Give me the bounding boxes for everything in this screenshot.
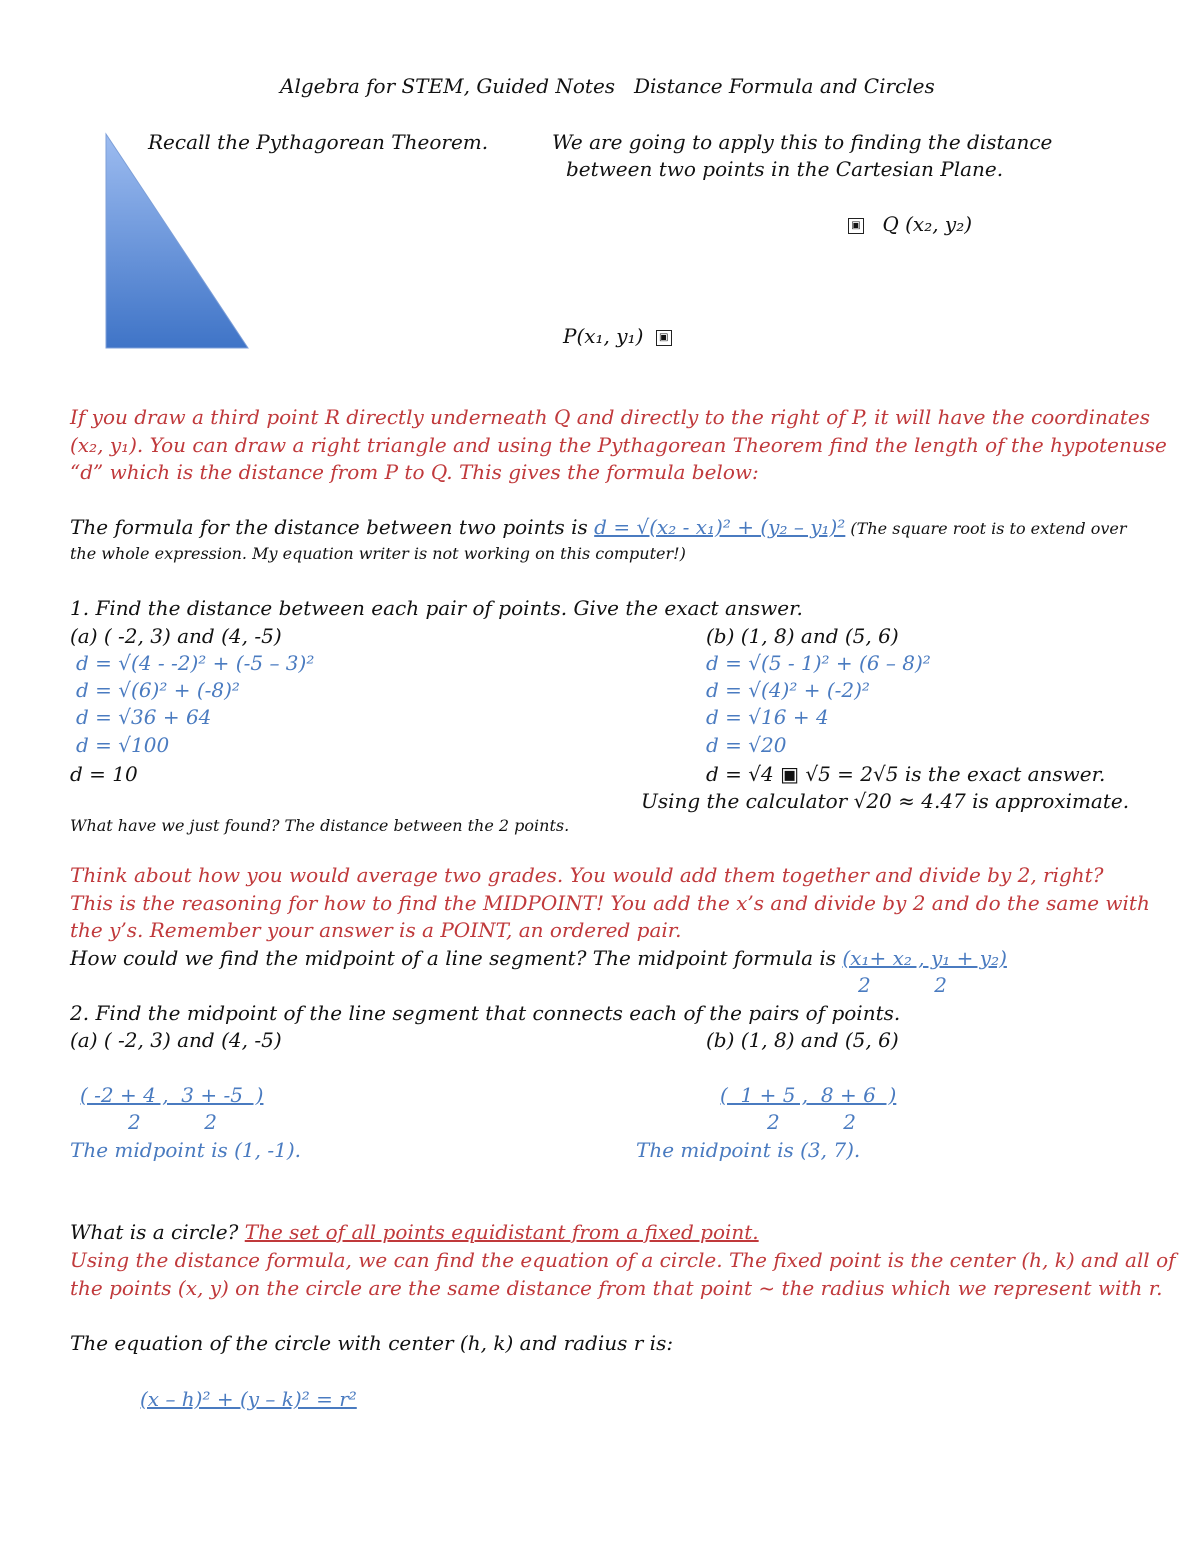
- point-p-label: [563, 326, 672, 346]
- point-q-coords: Q (x₂, y₂): [882, 212, 973, 236]
- problem-1a-step-3: d = √36 + 64: [76, 705, 212, 729]
- recall-text: Recall the Pythagorean Theorem.: [148, 130, 489, 154]
- problem-1b-step-1: d = √(5 - 1)² + (6 – 8)²: [706, 651, 931, 675]
- circle-explain-2: the points (x, y) on the circle are the same distance from that point ~ the radius which we represent with r.: [70, 1276, 1163, 1300]
- problem-1b-step-4: d = √20: [706, 733, 787, 757]
- explain-line-1: If you draw a third point R directly underneath Q and directly to the right of P, it will have the coordinates: [70, 405, 1150, 429]
- circle-equation: (x – h)² + (y – k)² = r²: [140, 1387, 357, 1411]
- apply-text-1: We are going to apply this to finding the distance: [552, 130, 1053, 154]
- midpoint-formula-denominators: 2 2: [858, 973, 948, 997]
- problem-2b-result: The midpoint is (3, 7).: [636, 1138, 861, 1162]
- problem-2a-label: (a) ( -2, 3) and (4, -5): [70, 1028, 282, 1052]
- distance-formula-note: (The square root is to extend over: [845, 519, 1127, 538]
- problem-1b-step-3: d = √16 + 4: [706, 705, 829, 729]
- circle-equation-lead: The equation of the circle with center (h, k) and radius r is:: [70, 1331, 674, 1355]
- problem-1a-step-1: d = √(4 - -2)² + (-5 – 3)²: [76, 651, 315, 675]
- right-triangle-illustration: [100, 130, 260, 355]
- what-found-note: What have we just found? The distance between the 2 points.: [70, 816, 570, 835]
- problem-2a-denominators: 2 2: [128, 1110, 218, 1134]
- circle-explain-1: Using the distance formula, we can find the equation of a circle. The fixed point is the center (h, k) and all of: [70, 1248, 1176, 1272]
- point-p-coords: P(x₁, y₁): [563, 324, 644, 348]
- midpoint-formula: (x₁+ x₂ , y₁ + y₂): [842, 946, 1007, 970]
- explain-line-3: “d” which is the distance from P to Q. This gives the formula below:: [70, 460, 759, 484]
- problem-2b-denominators: 2 2: [767, 1110, 857, 1134]
- problem-2b-label: (b) (1, 8) and (5, 6): [706, 1028, 899, 1052]
- problem-2a-work: ( -2 + 4 , 3 + -5 ): [80, 1083, 264, 1107]
- distance-formula-note-2: the whole expression. My equation writer is not working on this computer!): [70, 544, 686, 563]
- point-q-marker-icon: ▣: [848, 218, 864, 234]
- problem-1a-answer: d = 10: [70, 762, 138, 786]
- circle-question-line: [70, 1222, 759, 1242]
- problem-1b-step-2: d = √(4)² + (-2)²: [706, 678, 870, 702]
- problem-1b-label: (b) (1, 8) and (5, 6): [706, 624, 899, 648]
- explain-line-2: (x₂, y₁). You can draw a right triangle and using the Pythagorean Theorem find the length of the hypotenuse: [70, 433, 1167, 457]
- midpoint-question-text: How could we find the midpoint of a line segment? The midpoint formula is: [70, 946, 843, 970]
- problem-1a-label: (a) ( -2, 3) and (4, -5): [70, 624, 282, 648]
- apply-text-2: between two points in the Cartesian Plane.: [566, 157, 1004, 181]
- problem-1a-step-2: d = √(6)² + (-8)²: [76, 678, 240, 702]
- problem-1a-step-4: d = √100: [76, 733, 170, 757]
- triangle-shape: [106, 134, 248, 348]
- midpoint-question: [70, 948, 1007, 968]
- distance-formula: d = √(x₂ - x₁)² + (y₂ – y₁)²: [594, 515, 846, 539]
- problem-1b-approx: Using the calculator √20 ≈ 4.47 is approximate.: [641, 789, 1130, 813]
- problem-2a-result: The midpoint is (1, -1).: [70, 1138, 301, 1162]
- distance-formula-lead: The formula for the distance between two points is: [70, 515, 595, 539]
- document-title: Algebra for STEM, Guided Notes: [280, 74, 616, 98]
- problem-1b-answer: d = √4 ▣ √5 = 2√5 is the exact answer.: [706, 762, 1106, 786]
- document-topic: Distance Formula and Circles: [634, 74, 935, 98]
- problem-1-prompt: 1. Find the distance between each pair of points. Give the exact answer.: [70, 596, 803, 620]
- circle-definition: The set of all points equidistant from a fixed point.: [244, 1220, 759, 1244]
- point-p-marker-icon: ▣: [656, 330, 672, 346]
- distance-formula-line: [70, 517, 1127, 537]
- circle-question: What is a circle?: [70, 1220, 245, 1244]
- problem-2b-work: ( 1 + 5 , 8 + 6 ): [720, 1083, 897, 1107]
- midpoint-explain-3: the y’s. Remember your answer is a POINT, an ordered pair.: [70, 918, 682, 942]
- problem-2-prompt: 2. Find the midpoint of the line segment that connects each of the pairs of points.: [70, 1001, 901, 1025]
- point-q-label: [848, 214, 972, 234]
- midpoint-explain-2: This is the reasoning for how to find the MIDPOINT! You add the x’s and divide by 2 and do the same with: [70, 891, 1150, 915]
- midpoint-explain-1: Think about how you would average two grades. You would add them together and divide by 2, right?: [70, 863, 1104, 887]
